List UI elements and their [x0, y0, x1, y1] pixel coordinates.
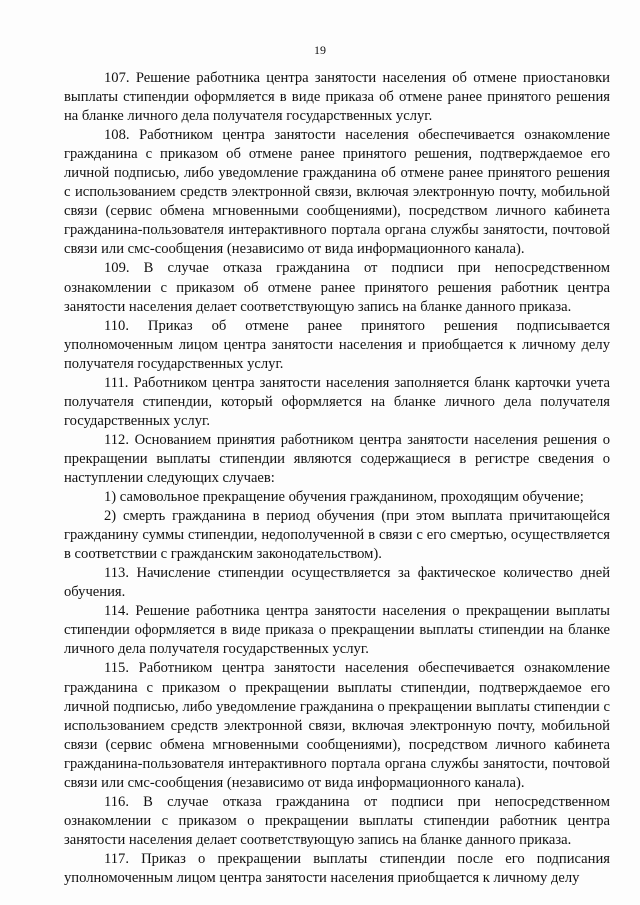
paragraph-107: 107. Решение работника центра занятости населения об отмене приостановки выплаты стипендии оформляется в виде приказа об отмене ранее принятого решения на бланке личного дела получателя государственных услуг.: [64, 70, 610, 125]
document-body: [64, 69, 610, 888]
paragraph-111: 111. Работником центра занятости населения заполняется бланк карточки учета получателя стипендии, который оформляется на бланке личного дела получателя государственных услуг.: [64, 374, 610, 429]
page-number: 19: [314, 43, 326, 57]
list-item-1: 1) самовольное прекращение обучения гражданином, проходящим обучение;: [104, 489, 584, 506]
paragraph-114: 114. Решение работника центра занятости населения о прекращении выплаты стипендии оформляется в виде приказа о прекращении выплаты стипендии на бланке личного дела получателя государственных услуг.: [64, 603, 610, 658]
paragraph-117: 117. Приказ о прекращении выплаты стипендии после его подписания уполномоченным лицом центра занятости населения приобщается к личному делу: [64, 850, 610, 886]
list-item-2: 2) смерть гражданина в период обучения (при этом выплата причитающейся гражданину суммы стипендии, недополученной в связи с его смертью, осуществляется в соответствии с гражданским законодательством).: [64, 508, 610, 563]
paragraph-116: 116. В случае отказа гражданина от подписи при непосредственном ознакомлении с приказом о прекращении выплаты стипендии работник центра занятости населения делает соответствующую запись на бланке данного приказа.: [64, 793, 610, 848]
paragraph-115: 115. Работником центра занятости населения обеспечивается ознакомление гражданина с приказом о прекращении выплаты стипендии, подтверждаемое его личной подписью, либо уведомление гражданина о прекращении выплаты стипендии с использованием средств электронной связи, включая электронную почту, мобильной связи (сервис обмена мгновенными сообщениями), посредством личного кабинета гражданина-пользователя интерактивного портала органа службы занятости, почтовой связи или смс-сообщения (независимо от вида информационного канала).: [64, 660, 610, 791]
paragraph-113: 113. Начисление стипендии осуществляется за фактическое количество дней обучения.: [64, 565, 610, 601]
paragraph-108: 108. Работником центра занятости населения обеспечивается ознакомление гражданина с приказом об отмене ранее принятого решения, подтверждаемое его личной подписью, либо уведомление гражданина об отмене ранее принятого решения с использованием средств электронной связи, включая электронную почту, мобильной связи (сервис обмена мгновенными сообщениями), посредством личного кабинета гражданина-пользователя интерактивного портала органа службы занятости, почтовой связи или смс-сообщения (независимо от вида информационного канала).: [64, 127, 610, 258]
paragraph-110: 110. Приказ об отмене ранее принятого решения подписывается уполномоченным лицом центра занятости населения и приобщается к личному делу получателя государственных услуг.: [64, 317, 610, 372]
paragraph-112: 112. Основанием принятия работником центра занятости населения решения о прекращении выплаты стипендии являются содержащиеся в регистре сведения о наступлении следующих случаев:: [64, 431, 610, 486]
paragraph-109: 109. В случае отказа гражданина от подписи при непосредственном ознакомлении с приказом об отмене ранее принятого решения работник центра занятости населения делает соответствующую запись на бланке данного приказа.: [64, 260, 610, 315]
